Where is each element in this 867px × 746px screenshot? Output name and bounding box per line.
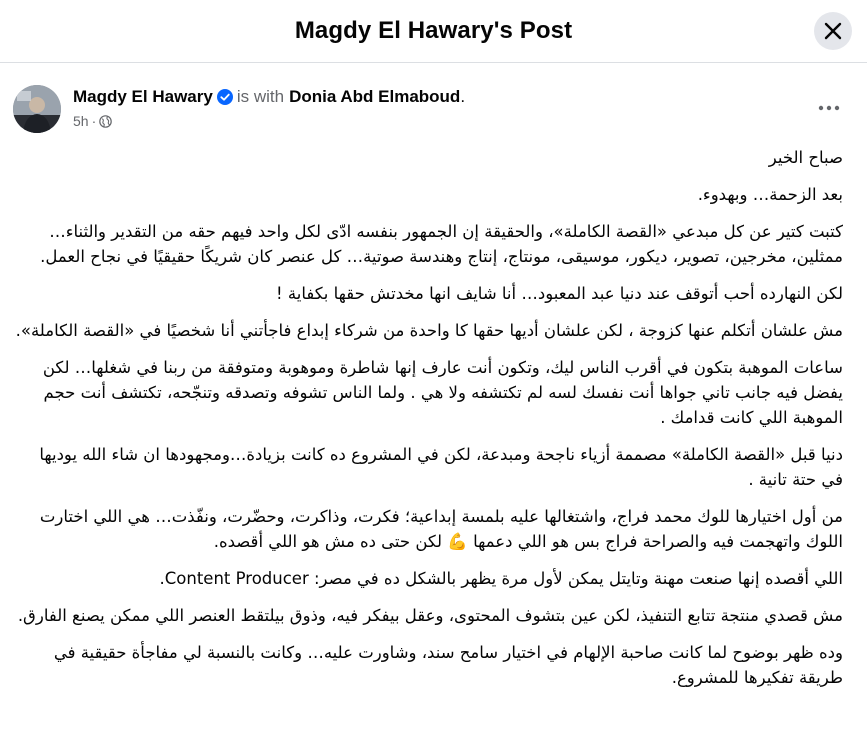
avatar[interactable] — [13, 85, 61, 133]
close-icon — [824, 22, 842, 40]
is-with-text: is with — [236, 87, 285, 106]
period: . — [460, 87, 466, 106]
globe-icon — [99, 115, 112, 128]
avatar-photo — [13, 85, 61, 133]
post-meta — [73, 113, 112, 129]
tagged-name[interactable]: Donia Abd Elmaboud — [289, 87, 461, 106]
post-paragraph: من أول اختيارها للوك محمد فراج، واشتغالها عليه بلمسة إبداعية؛ فكرت، وذاكرت، وحضّرت، ونفّذت… هي اللي اختارت اللوك واتهجمت فيه والصراحة فراج بس هو اللي دعمها 💪 لكن حتى ده مش هو اللي أقصده. — [39, 507, 843, 551]
verified-badge-icon — [217, 89, 233, 105]
post-paragraph: دنيا قبل «القصة الكاملة» مصممة أزياء ناجحة ومبدعة، لكن في المشروع ده كانت بزيادة…ومجهودها ان شاء الله يوديها في حتة تانية . — [39, 445, 843, 489]
post-paragraph: بعد الزحمة… وبهدوء. — [697, 185, 843, 204]
more-horizontal-icon — [818, 105, 840, 111]
dialog-title: Magdy El Hawary's Post — [294, 17, 573, 44]
post-paragraph: صباح الخير — [768, 148, 843, 167]
post-time[interactable]: 5h — [73, 113, 89, 129]
post-author-line — [73, 87, 465, 107]
post-paragraph: مش قصدي منتجة تتابع التنفيذ، لكن عين بتشوف المحتوى، وعقل بيفكر فيه، وذوق بيلتقط العنصر اللي ممكن يصنع الفارق. — [17, 606, 843, 625]
post-paragraph: لكن النهارده أحب أتوقف عند دنيا عبد المعبود… أنا شايف انها مخدتش حقها بكفاية ! — [276, 284, 843, 303]
post-paragraph: ساعات الموهبة بتكون في أقرب الناس ليك، وتكون أنت عارف إنها شاطرة وموهوبة ومتوفقة من ربنا في شغلها… لكن يفضل فيه جانب تاني جواها أنت نفسك لسه لم تكتشفه ولا هي . ولما الناس تشوفه وتصدقه وتنجّحه، تكتشف أنت حجم الموهبة اللي كانت قدامك . — [42, 358, 843, 427]
post-paragraph: وده ظهر بوضوح لما كانت صاحبة الإلهام في اختيار سامح سند، وشاورت عليه… وكانت بالنسبة لي مفاجأة حقيقية في طريقة تفكيرها للمشروع. — [53, 643, 843, 687]
close-button[interactable] — [814, 12, 852, 50]
post-paragraph: كتبت كتير عن كل مبدعي «القصة الكاملة»، والحقيقة إن الجمهور بنفسه ادّى لكل واحد فيهم حقه من التقدير والثناء… ممثلين، مخرجين، تصوير، ديكور، موسيقى، مونتاج، إنتاج وهندسة صوتية… كل عنصر كان شريكًا حقيقيًا في نجاح العمل. — [40, 222, 843, 266]
author-name[interactable]: Magdy El Hawary — [73, 87, 213, 106]
meta-separator: · — [91, 113, 97, 129]
post-paragraph: مش علشان أتكلم عنها كزوجة ، لكن علشان أديها حقها كا واحدة من شركاء إبداع فاجأتني أنا شخصيًا في «القصة الكاملة». — [15, 321, 843, 340]
post-body — [14, 145, 843, 702]
more-options-button[interactable] — [813, 96, 845, 120]
dialog-header — [0, 0, 867, 63]
post-paragraph: اللي أقصده إنها صنعت مهنة وتايتل يمكن لأول مرة يظهر بالشكل ده في مصر: Content Producer. — [159, 569, 843, 588]
